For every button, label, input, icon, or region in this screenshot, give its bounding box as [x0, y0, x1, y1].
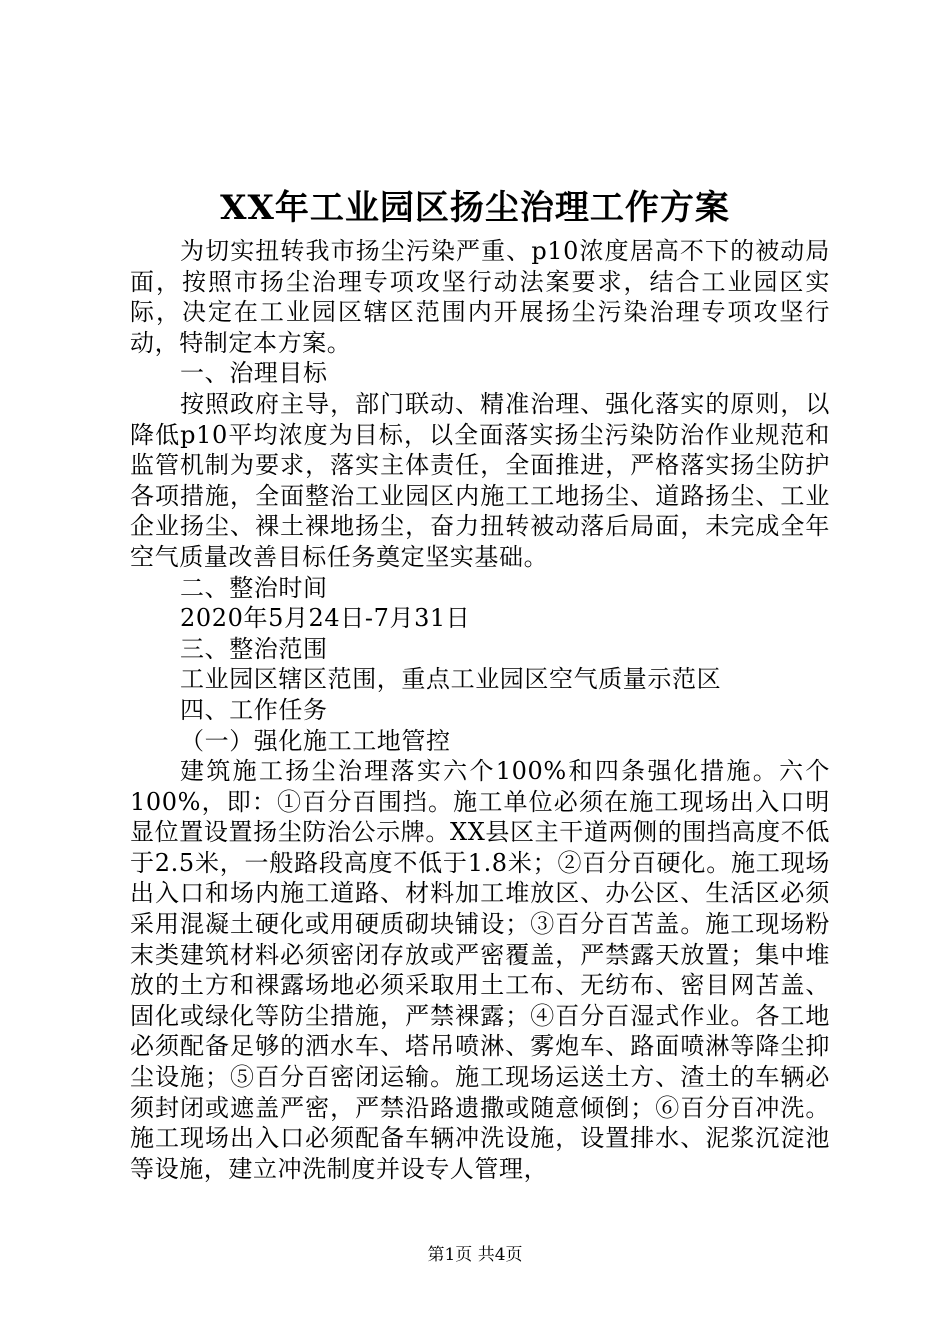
- intro-paragraph: 为切实扭转我市扬尘污染严重、p10浓度居高不下的被动局面，按照市扬尘治理专项攻坚行动法案要求，结合工业园区实际，决定在工业园区辖区范围内开展扬尘污染治理专项攻坚行动，特制定本方案。: [130, 237, 830, 357]
- scope-text: 工业园区辖区范围，重点工业园区空气质量示范区: [180, 665, 722, 694]
- section-heading-time: 二、整治时间: [180, 573, 328, 602]
- construction-paragraph: 建筑施工扬尘治理落实六个100%和四条强化措施。六个100%，即：①百分百围挡。施工单位必须在施工现场出入口明显位置设置扬尘防治公示牌。XX县区主干道两侧的围挡高度不低于2.5米，一般路段高度不低于1.8米；②百分百硬化。施工现场出入口和场内施工道路、材料加工堆放区、办公区、生活区必须采用混凝土硬化或用硬质砌块铺设；③百分百苫盖。施工现场粉末类建筑材料必须密闭存放或严密覆盖，严禁露天放置；集中堆放的土方和裸露场地必须采取用土工布、无纺布、密目网苫盖、固化或绿化等防尘措施，严禁裸露；④百分百湿式作业。各工地必须配备足够的洒水车、塔吊喷淋、雾炮车、路面喷淋等降尘抑尘设施；⑤百分百密闭运输。施工现场运送土方、渣土的车辆必须封闭或遮盖严密，严禁沿路遗撒或随意倾倒；⑥百分百冲洗。施工现场出入口必须配备车辆冲洗设施，设置排水、泥浆沉淀池等设施，建立冲洗制度并设专人管理，: [130, 757, 830, 1183]
- section-heading-tasks: 四、工作任务: [180, 695, 328, 724]
- goals-paragraph: 按照政府主导，部门联动、精准治理、强化落实的原则，以降低p10平均浓度为目标，以全面落实扬尘污染防治作业规范和监管机制为要求，落实主体责任，全面推进，严格落实扬尘防护各项措施，全面整治工业园区内施工工地扬尘、道路扬尘、工业企业扬尘、裸土裸地扬尘，奋力扭转被动落后局面，未完成全年空气质量改善目标任务奠定坚实基础。: [130, 389, 830, 571]
- time-range-text: 2020年5月24日-7月31日: [180, 604, 471, 633]
- subsection-heading-construction: （一）强化施工工地管控: [180, 726, 451, 755]
- section-heading-scope: 三、整治范围: [180, 634, 328, 663]
- document-body: [130, 236, 830, 1184]
- page-number-footer: 第1页 共4页: [427, 1245, 523, 1265]
- section-heading-goals: 一、治理目标: [180, 359, 328, 388]
- document-title: XX年工业园区扬尘治理工作方案: [220, 188, 730, 228]
